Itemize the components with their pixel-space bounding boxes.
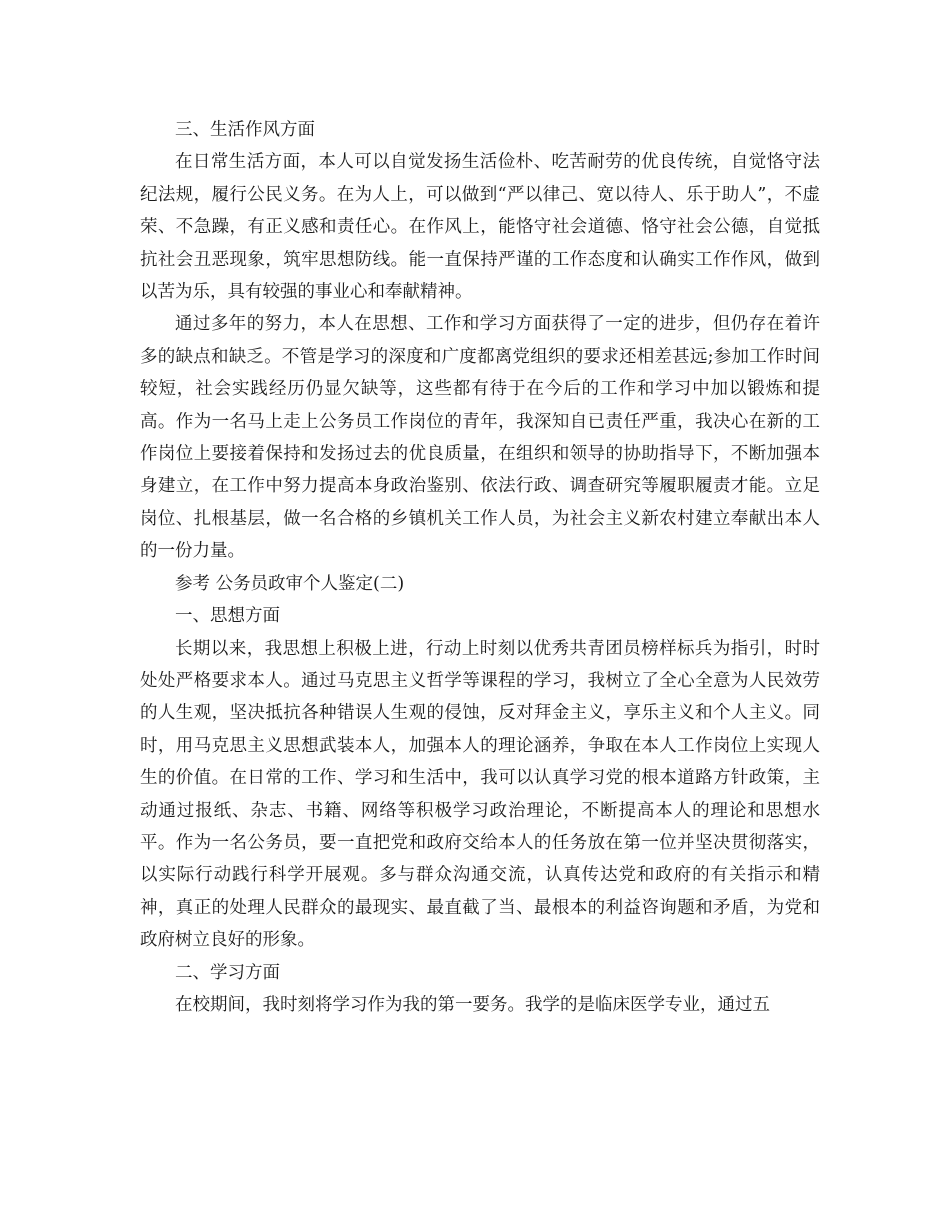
paragraph-summary: 通过多年的努力，本人在思想、工作和学习方面获得了一定的进步，但仍存在着许多的缺点和缺乏。不管是学习的深度和广度都离党组织的要求还相差甚远;参加工作时间较短，社会实践经历仍显欠缺等，这些都有待于在今后的工作和学习中加以锻炼和提高。作为一名马上走上公务员工作岗位的青年，我深知自已责任严重，我决心在新的工作岗位上要接着保持和发扬过去的优良质量，在组织和领导的协助指导下，不断加强本身建立，在工作中努力提高本身政治鉴别、依法行政、调查研究等履职履责才能。立足岗位、扎根基层，做一名合格的乡镇机关工作人员，为社会主义新农村建立奉献出本人的一份力量。 [140, 314, 820, 562]
subtitle-reference-2: 参考 公务员政审个人鉴定(二) [175, 573, 405, 594]
document-body [140, 114, 820, 1021]
paragraph-thought: 长期以来，我思想上积极上进，行动上时刻以优秀共青团员榜样标兵为指引，时时处处严格要求本人。通过马克思主义哲学等课程的学习，我树立了全心全意为人民效劳的人生观，坚决抵抗各种错误人生观的侵蚀，反对拜金主义，享乐主义和个人主义。同时，用马克思主义思想武装本人，加强本人的理论涵养，争取在本人工作岗位上实现人生的价值。在日常的工作、学习和生活中，我可以认真学习党的根本道路方针政策，主动通过报纸、杂志、书籍、网络等积极学习政治理论，不断提高本人的理论和思想水平。作为一名公务员，要一直把党和政府交给本人的任务放在第一位并坚决贯彻落实，以实际行动践行科学开展观。多与群众沟通交流，认真传达党和政府的有关指示和精神，真正的处理人民群众的最现实、最直截了当、最根本的利益咨询题和矛盾，为党和政府树立良好的形象。 [140, 638, 820, 951]
section-heading-thought: 一、思想方面 [175, 606, 280, 627]
section-heading-study: 二、学习方面 [175, 962, 280, 983]
paragraph-daily-life: 在日常生活方面，本人可以自觉发扬生活俭朴、吃苦耐劳的优良传统，自觉恪守法纪法规，履行公民义务。在为人上，可以做到“严以律己、宽以待人、乐于助人”，不虚荣、不急躁，有正义感和责任心。在作风上，能恪守社会道德、恪守社会公德，自觉抵抗社会丑恶现象，筑牢思想防线。能一直保持严谨的工作态度和认确实工作作风，做到以苦为乐，具有较强的事业心和奉献精神。 [140, 152, 820, 303]
section-heading-lifestyle: 三、生活作风方面 [175, 120, 315, 140]
paragraph-study: 在校期间，我时刻将学习作为我的第一要务。我学的是临床医学专业，通过五 [175, 994, 770, 1015]
